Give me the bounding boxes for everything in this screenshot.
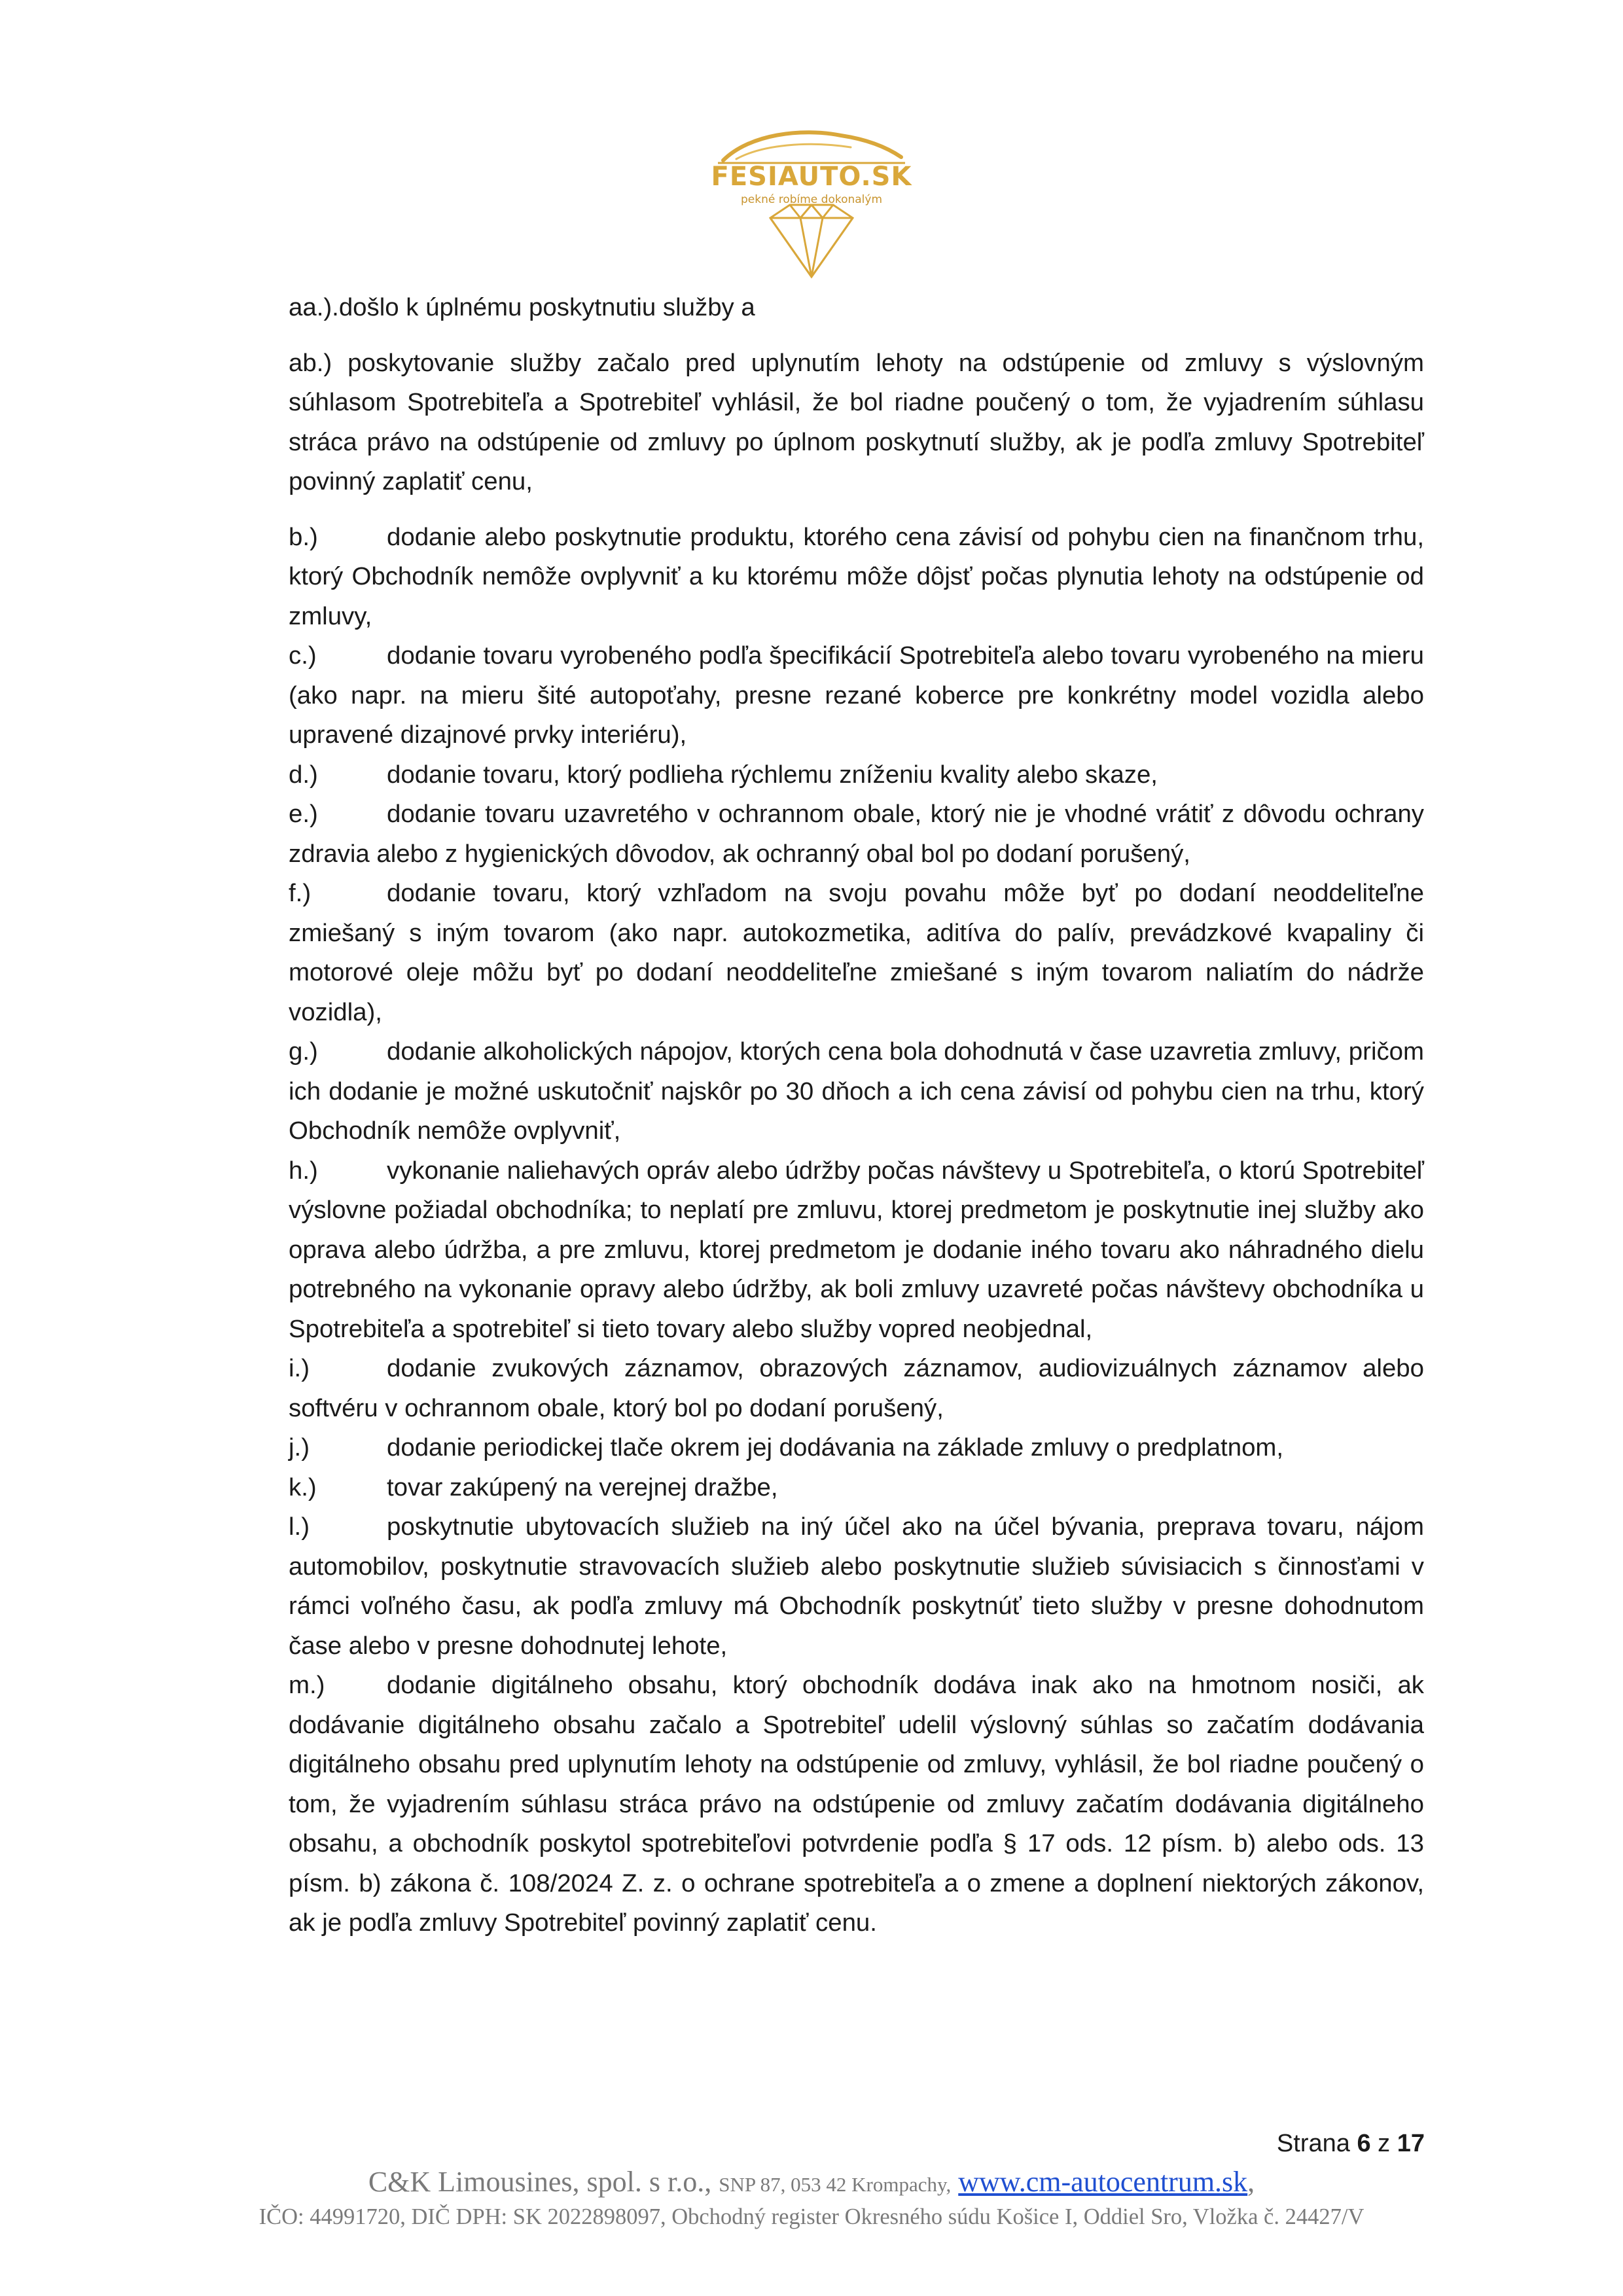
- footer-company: C&K Limousines, spol. s r.o.,: [368, 2166, 712, 2198]
- company-logo: [710, 121, 913, 281]
- list-item: [289, 518, 1424, 637]
- list-item-label: b.): [289, 522, 318, 551]
- footer-company-line: [0, 2165, 1623, 2198]
- footer-address: SNP 87, 053 42 Krompachy,: [719, 2173, 952, 2196]
- list-item-text: dodanie periodickej tlače okrem jej dodávania na základe zmluvy o predplatnom,: [387, 1433, 1284, 1462]
- page-number: [1277, 2130, 1425, 2158]
- list-item-label: j.): [289, 1433, 310, 1462]
- list-item-text: dodanie alebo poskytnutie produktu, ktorého cena závisí od pohybu cien na finančnom trhu, ktorý Obchodník nemôže ovplyvniť a ku ktorému môže dôjsť počas plynutia lehoty na odstúpenie od zmluvy,: [289, 522, 1424, 630]
- list-item-label: k.): [289, 1473, 317, 1501]
- list-item-label: h.): [289, 1156, 318, 1185]
- list-item: [289, 1428, 1424, 1468]
- list-item-label: l.): [289, 1513, 310, 1541]
- list-item-label: f.): [289, 879, 312, 907]
- footer-registry-line: IČO: 44991720, DIČ DPH: SK 2022898097, Obchodný register Okresného súdu Košice I, Oddiel Sro, Vložka č. 24427/V: [259, 2204, 1364, 2229]
- list-item-label: c.): [289, 641, 317, 670]
- list-item: [289, 1666, 1424, 1943]
- list-item: [289, 1151, 1424, 1350]
- list-item-text: dodanie tovaru, ktorý podlieha rýchlemu zníženiu kvality alebo skaze,: [387, 760, 1158, 789]
- list-item-text: dodanie tovaru uzavretého v ochrannom obale, ktorý nie je vhodné vrátiť z dôvodu ochrany zdravia alebo z hygienických dôvodov, ak ochranný obal bol po dodaní porušený,: [289, 800, 1424, 868]
- list-item-label: g.): [289, 1037, 318, 1066]
- page-total: 17: [1397, 2130, 1425, 2157]
- list-item: [289, 1032, 1424, 1151]
- footer-website-suffix: ,: [1247, 2166, 1255, 2198]
- page-current: 6: [1357, 2130, 1371, 2157]
- list-item: [289, 1507, 1424, 1666]
- list-item: [289, 636, 1424, 755]
- paragraph-aa: aa.).došlo k úplnému poskytnutiu služby a: [289, 293, 755, 321]
- list-item-label: d.): [289, 760, 318, 789]
- list-item: [289, 1349, 1424, 1428]
- list-item-text: dodanie tovaru, ktorý vzhľadom na svoju povahu môže byť po dodaní neoddeliteľne zmiešaný s iným tovarom (ako napr. autokozmetika, aditíva do palív, prevádzkové kvapaliny či motorové oleje môžu byť po dodaní neoddeliteľne zmiešané s iným tovarom naliatím do nádrže vozidla),: [289, 879, 1424, 1026]
- list-item-text: vykonanie naliehavých opráv alebo údržby počas návštevy u Spotrebiteľa, o ktorú Spotrebiteľ výslovne požiadal obchodníka; to neplatí pre zmluvu, ktorej predmetom je poskytnutie inej služby ako oprava alebo údržba, a pre zmluvu, ktorej predmetom je dodanie iného tovaru ako náhradného dielu potrebného na vykonanie opravy alebo údržby, ak boli zmluvy uzavreté počas návštevy obchodníka u Spotrebiteľa a spotrebiteľ si tieto tovary alebo služby vopred neobjednal,: [289, 1156, 1424, 1343]
- list-item-label: e.): [289, 800, 318, 828]
- list-item-text: tovar zakúpený na verejnej dražbe,: [387, 1473, 778, 1501]
- diamond-icon: [710, 121, 913, 281]
- list-item: [289, 755, 1424, 795]
- footer-website-link[interactable]: www.cm-autocentrum.sk: [958, 2166, 1248, 2198]
- paragraph-ab: ab.) poskytovanie služby začalo pred uplynutím lehoty na odstúpenie od zmluvy s výslovným súhlasom Spotrebiteľa a Spotrebiteľ vyhlásil, že bol riadne poučený o tom, že vyjadrením súhlasu stráca právo na odstúpenie od zmluvy po úplnom poskytnutí služby, ak je podľa zmluvy Spotrebiteľ povinný zaplatiť cenu,: [289, 348, 1424, 495]
- list-item-text: dodanie zvukových záznamov, obrazových záznamov, audiovizuálnych záznamov alebo softvéru v ochrannom obale, ktorý bol po dodaní porušený,: [289, 1354, 1424, 1422]
- page-separator: z: [1378, 2130, 1391, 2157]
- logo-slogan: pekné robíme dokonalým: [740, 193, 883, 206]
- list-item-text: dodanie tovaru vyrobeného podľa špecifikácií Spotrebiteľa alebo tovaru vyrobeného na mieru (ako napr. na mieru šité autopoťahy, presne rezané koberce pre konkrétny model vozidla alebo upravené dizajnové prvky interiéru),: [289, 641, 1424, 749]
- list-item: [289, 874, 1424, 1032]
- list-item-text: dodanie digitálneho obsahu, ktorý obchodník dodáva inak ako na hmotnom nosiči, ak dodávanie digitálneho obsahu začalo a Spotrebiteľ udelil výslovný súhlas so začatím dodávania digitálneho obsahu pred uplynutím lehoty na odstúpenie od zmluvy, vyhlásil, že bol riadne poučený o tom, že vyjadrením súhlasu stráca právo na odstúpenie od zmluvy začatím dodávania digitálneho obsahu, a obchodník poskytol spotrebiteľovi potvrdenie podľa § 17 ods. 12 písm. b) alebo ods. 13 písm. b) zákona č. 108/2024 Z. z. o ochrane spotrebiteľa a o zmene a doplnení niektorých zákonov, ak je podľa zmluvy Spotrebiteľ povinný zaplatiť cenu.: [289, 1671, 1424, 1937]
- list-item-text: poskytnutie ubytovacích služieb na iný účel ako na účel bývania, preprava tovaru, nájom automobilov, poskytnutie stravovacích služieb alebo poskytnutie služieb súvisiacich s činnosťami v rámci voľného času, ak podľa zmluvy má Obchodník poskytnúť tieto služby v presne dohodnutom čase alebo v presne dohodnutej lehote,: [289, 1513, 1424, 1660]
- page-prefix: Strana: [1276, 2130, 1350, 2157]
- document-body: [289, 288, 1424, 1943]
- list-item: [289, 1468, 1424, 1508]
- logo-text: FESIAUTO.SK: [711, 162, 912, 192]
- list-item-text: dodanie alkoholických nápojov, ktorých cena bola dohodnutá v čase uzavretia zmluvy, pričom ich dodanie je možné uskutočniť najskôr po 30 dňoch a ich cena závisí od pohybu cien na trhu, ktorý Obchodník nemôže ovplyvniť,: [289, 1037, 1424, 1145]
- list-item-label: i.): [289, 1354, 310, 1382]
- list-item: [289, 795, 1424, 874]
- list-item-label: m.): [289, 1671, 325, 1699]
